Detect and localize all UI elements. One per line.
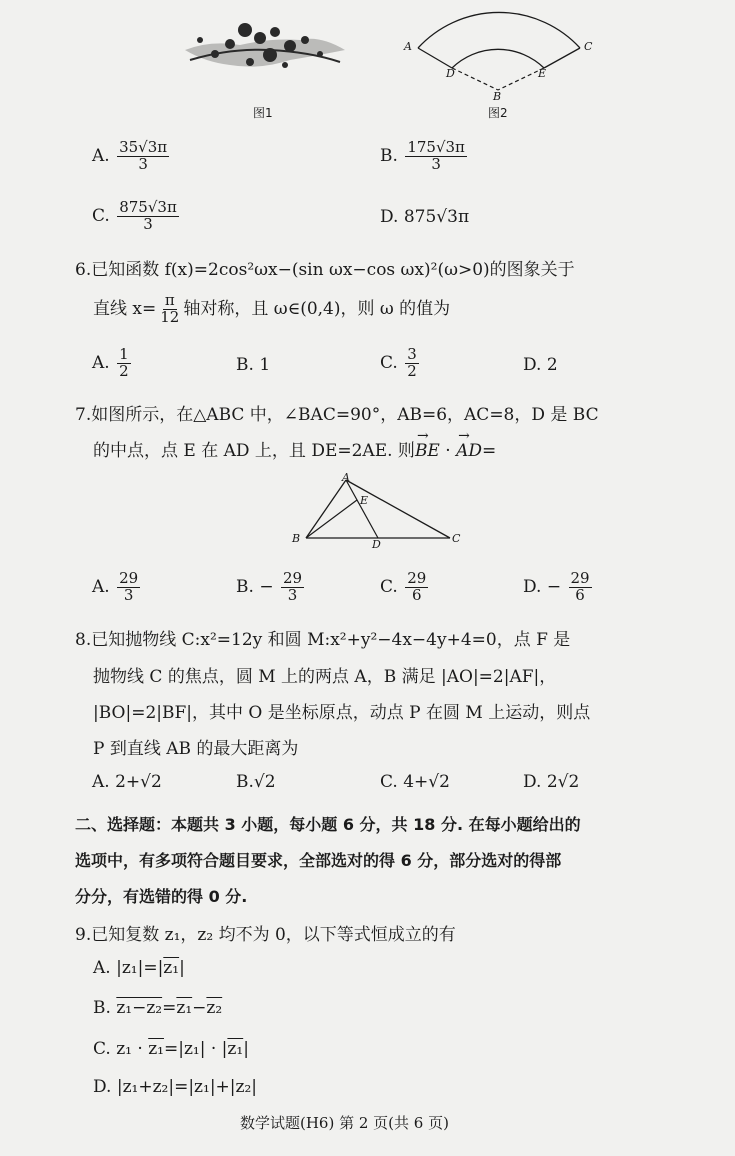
plum-blossom-painting (170, 10, 360, 80)
q7-option-a: A. $\frac{29}{3}$ (92, 569, 139, 604)
figure-2 (400, 4, 600, 104)
q9-option-b: B. z₁−z₂=z₁−z₂ (93, 998, 223, 1018)
triangle-label-A: A (342, 471, 350, 484)
figure-2-caption: 图2 (488, 106, 508, 120)
page-footer: 数学试题(H6) 第 2 页(共 6 页) (240, 1114, 449, 1132)
q9-stem: 9.已知复数 z₁，z₂ 均不为 0，以下等式恒成立的有 (75, 925, 456, 945)
q7-option-d: D. − $\frac{29}{6}$ (523, 569, 590, 604)
figure-1-caption: 图1 (253, 106, 273, 120)
q7-option-b: B. − $\frac{29}{3}$ (236, 569, 303, 604)
q6-option-b: B. 1 (236, 355, 271, 375)
q8-line-4: P 到直线 AB 的最大距离为 (93, 739, 299, 759)
q6-line-2: 直线 x= $\frac{\pi}{12}$ 轴对称，且 ω∈(0,4)，则 ω 的值为 (93, 291, 451, 326)
section-2-line-1: 二、选择题：本题共 3 小题，每小题 6 分，共 18 分. 在每小题给出的 (75, 815, 581, 834)
q8-line-2: 抛物线 C 的焦点，圆 M 上的两点 A，B 满足 |AO|=2|AF|， (93, 667, 557, 687)
fig2-label-C: C (584, 40, 593, 53)
triangle-label-D: D (372, 538, 381, 551)
q6-stem-1: 已知函数 f(x)=2cos²ωx−(sin ωx−cos ωx)²(ω>0)的图象关于 (91, 260, 575, 280)
q7-option-c: C. $\frac{29}{6}$ (380, 569, 427, 604)
vector-ad: → AD (456, 441, 482, 461)
q9-option-a: A. |z₁|=|z₁| (93, 958, 185, 978)
q7-line-1: 7.如图所示，在△ABC 中，∠BAC=90°，AB=6，AC=8，D 是 BC (75, 405, 599, 425)
q8-option-c: C. 4+√2 (380, 772, 450, 792)
section-2-line-2: 选项中，有多项符合题目要求，全部选对的得 6 分，部分选对的得部 (75, 851, 562, 870)
q6-option-d: D. 2 (523, 355, 558, 375)
fig2-label-A: A (404, 40, 412, 53)
fig2-label-B: B (493, 90, 502, 103)
section-2-line-3: 分分，有选错的得 0 分. (75, 887, 248, 906)
fig2-label-D: D (446, 67, 455, 80)
fig2-label-E: E (538, 67, 547, 80)
q5-option-b: B. $\frac{175√3\pi}{3}$ (380, 138, 465, 173)
vector-be: → BE (415, 441, 440, 461)
q6-option-c: C. $\frac{3}{2}$ (380, 345, 417, 380)
triangle-label-C: C (452, 532, 461, 545)
q8-option-a: A. 2+√2 (92, 772, 162, 792)
q7-line-2: 的中点，点 E 在 AD 上，且 DE=2AE. 则→ BE · → AD= (93, 436, 496, 461)
q5-option-a: A. $\frac{35√3\pi}{3}$ (92, 138, 168, 173)
q6-option-a: A. $\frac{1}{2}$ (92, 345, 129, 380)
q5-option-d: D. 875√3π (380, 207, 470, 227)
annular-sector-diagram (400, 4, 600, 104)
triangle-label-E: E (360, 494, 369, 507)
q8-option-b: B.√2 (236, 772, 276, 792)
q6-number: 6. (75, 260, 92, 280)
q9-option-c: C. z₁ · z₁=|z₁| · |z₁| (93, 1039, 249, 1059)
q5-option-c: C. $\frac{875√3\pi}{3}$ (92, 198, 177, 233)
q9-option-d: D. |z₁+z₂|=|z₁|+|z₂| (93, 1077, 258, 1097)
figure-1 (170, 10, 360, 80)
q6-line-1 (75, 255, 575, 280)
q8-option-d: D. 2√2 (523, 772, 580, 792)
q8-line-3: |BO|=2|BF|，其中 O 是坐标原点，动点 P 在圆 M 上运动，则点 (93, 703, 591, 723)
q8-line-1: 8.已知抛物线 C:x²=12y 和圆 M:x²+y²−4x−4y+4=0，点 F 是 (75, 630, 571, 650)
triangle-label-B: B (292, 532, 301, 545)
